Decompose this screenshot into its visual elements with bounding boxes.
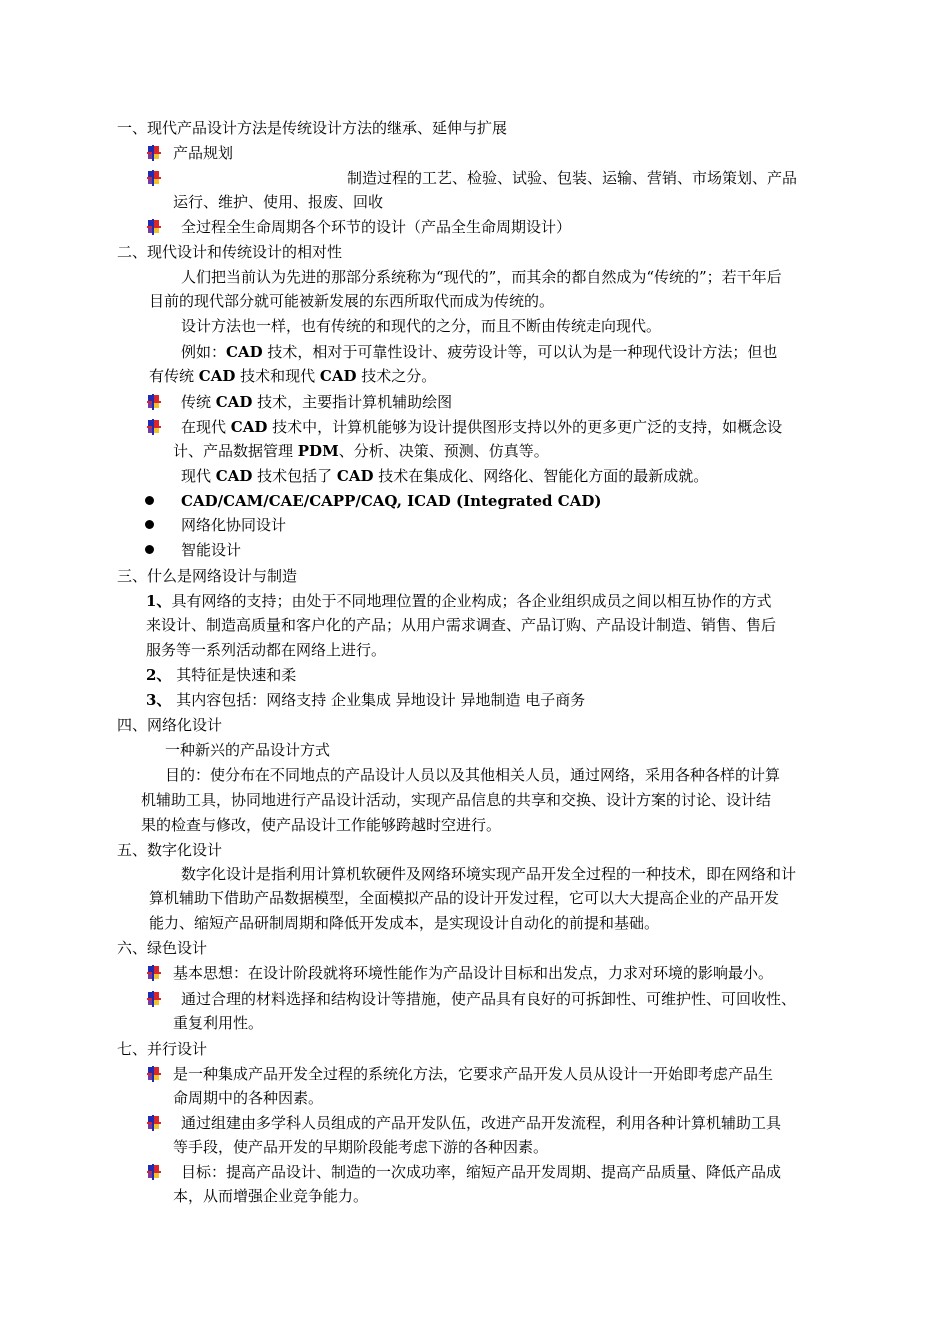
numbered-item: 1、具有网络的支持；由处于不同地理位置的企业构成；各企业组织成员之间以相互协作的方式 [146, 592, 772, 610]
colored-block-bullet-icon [147, 1066, 161, 1082]
paragraph-cont: 能力、缩短产品研制周期和降低开发成本，是实现设计自动化的前提和基础。 [149, 914, 660, 932]
bullet-text: 是一种集成产品开发全过程的系统化方法，它要求产品开发人员从设计一开始即考虑产品生 [173, 1065, 774, 1083]
round-bullet-icon [145, 520, 154, 529]
colored-block-bullet-icon [147, 394, 161, 410]
numbered-item: 3、 其内容包括：网络支持 企业集成 异地设计 异地制造 电子商务 [146, 691, 586, 709]
paragraph: 人们把当前认为先进的那部分系统称为“现代的”，而其余的都自然成为“传统的”；若干年后 [181, 268, 782, 286]
paragraph: 目的：使分布在不同地点的产品设计人员以及其他相关人员，通过网络，采用各种各样的计算 [165, 766, 781, 784]
colored-block-bullet-icon [147, 219, 161, 235]
paragraph-cont: 果的检查与修改，使产品设计工作能够跨越时空进行。 [141, 816, 502, 834]
paragraph-cont: 目前的现代部分就可能被新发展的东西所取代而成为传统的。 [149, 292, 555, 310]
section-heading-5: 五、数字化设计 [117, 841, 223, 859]
bullet-text: 通过组建由多学科人员组成的产品开发队伍，改进产品开发流程，利用各种计算机辅助工具 [181, 1114, 782, 1132]
bullet-text-cont: 计、产品数据管理 PDM、分析、决策、预测、仿真等。 [173, 442, 549, 460]
bullet-text: 制造过程的工艺、检验、试验、包装、运输、营销、市场策划、产品 [347, 169, 798, 187]
paragraph: 例如：CAD 技术，相对于可靠性设计、疲劳设计等，可以认为是一种现代设计方法；但也 [181, 343, 778, 361]
colored-block-bullet-icon [147, 419, 161, 435]
round-bullet-icon [145, 545, 154, 554]
numbered-item-cont: 来设计、制造高质量和客户化的产品；从用户需求调查、产品订购、产品设计制造、销售、售后 [146, 616, 777, 634]
colored-block-bullet-icon [147, 965, 161, 981]
bullet-text: 智能设计 [181, 541, 242, 559]
bullet-text-cont: 重复利用性。 [173, 1014, 264, 1032]
section-heading-2: 二、现代设计和传统设计的相对性 [117, 243, 343, 261]
bullet-text: 全过程全生命周期各个环节的设计（产品全生命周期设计） [181, 218, 572, 236]
paragraph: 设计方法也一样，也有传统的和现代的之分，而且不断由传统走向现代。 [181, 317, 662, 335]
section-heading-7: 七、并行设计 [117, 1040, 208, 1058]
paragraph: 现代 CAD 技术包括了 CAD 技术在集成化、网络化、智能化方面的最新成就。 [181, 467, 709, 485]
bullet-text: 产品规划 [173, 144, 234, 162]
colored-block-bullet-icon [147, 145, 161, 161]
section-heading-1: 一、现代产品设计方法是传统设计方法的继承、延伸与扩展 [117, 119, 508, 137]
round-bullet-icon [145, 496, 154, 505]
bullet-text-cont: 等手段，使产品开发的早期阶段能考虑下游的各种因素。 [173, 1138, 549, 1156]
section-heading-6: 六、绿色设计 [117, 939, 208, 957]
bullet-text: 在现代 CAD 技术中，计算机能够为设计提供图形支持以外的更多更广泛的支持，如概念设 [181, 418, 783, 436]
numbered-item: 2、 其特征是快速和柔 [146, 666, 297, 684]
colored-block-bullet-icon [147, 991, 161, 1007]
bullet-text: CAD/CAM/CAE/CAPP/CAQ, ICAD (Integrated CAD) [181, 492, 602, 510]
bullet-text: 基本思想：在设计阶段就将环境性能作为产品设计目标和出发点，力求对环境的影响最小。 [173, 964, 774, 982]
bullet-text: 通过合理的材料选择和结构设计等措施，使产品具有良好的可拆卸性、可维护性、可回收性、 [181, 990, 797, 1008]
colored-block-bullet-icon [147, 170, 161, 186]
paragraph: 数字化设计是指利用计算机软硬件及网络环境实现产品开发全过程的一种技术，即在网络和计 [181, 865, 797, 883]
colored-block-bullet-icon [147, 1115, 161, 1131]
bullet-text: 目标：提高产品设计、制造的一次成功率，缩短产品开发周期、提高产品质量、降低产品成 [181, 1163, 782, 1181]
paragraph-cont: 机辅助工具，协同地进行产品设计活动，实现产品信息的共享和交换、设计方案的讨论、设计结 [141, 791, 772, 809]
section-heading-3: 三、什么是网络设计与制造 [117, 567, 298, 585]
bullet-text-cont: 运行、维护、使用、报废、回收 [173, 193, 384, 211]
bullet-text: 网络化协同设计 [181, 516, 287, 534]
bullet-text: 传统 CAD 技术，主要指计算机辅助绘图 [181, 393, 453, 411]
colored-block-bullet-icon [147, 1164, 161, 1180]
numbered-item-cont: 服务等一系列活动都在网络上进行。 [146, 641, 387, 659]
paragraph-cont: 算机辅助下借助产品数据模型，全面模拟产品的设计开发过程，它可以大大提高企业的产品开发 [149, 889, 780, 907]
paragraph: 一种新兴的产品设计方式 [165, 741, 331, 759]
section-heading-4: 四、网络化设计 [117, 716, 223, 734]
bullet-text-cont: 命周期中的各种因素。 [173, 1089, 324, 1107]
bullet-text-cont: 本，从而增强企业竞争能力。 [173, 1187, 369, 1205]
paragraph-cont: 有传统 CAD 技术和现代 CAD 技术之分。 [149, 367, 437, 385]
